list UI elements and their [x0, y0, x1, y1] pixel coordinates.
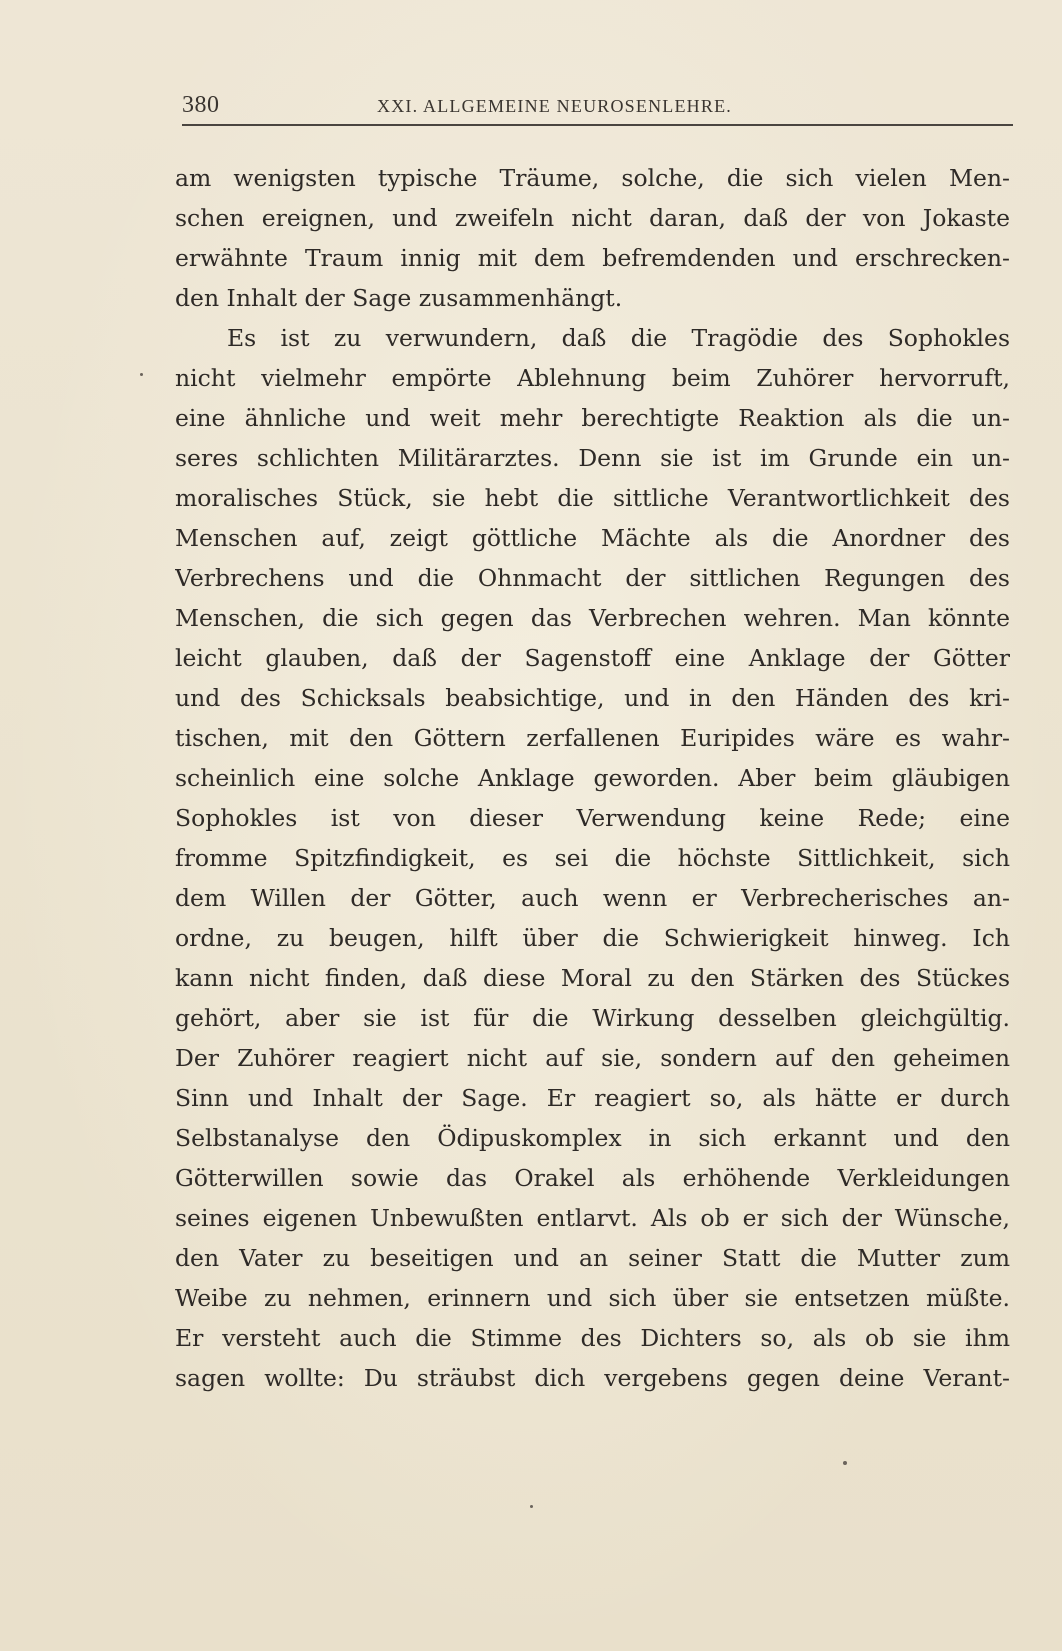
body-text: [175, 158, 1010, 1398]
text-line: Weibe zu nehmen, erinnern und sich über sie entsetzen müßte.: [175, 1284, 1010, 1312]
text-line: erwähnte Traum innig mit dem befremdenden und erschrecken-: [175, 244, 1010, 272]
text-line: Götterwillen sowie das Orakel als erhöhende Verkleidungen: [175, 1164, 1010, 1192]
text-line: Sophokles ist von dieser Verwendung keine Rede; eine: [175, 804, 1010, 832]
text-line: tischen, mit den Göttern zerfallenen Euripides wäre es wahr-: [175, 724, 1010, 752]
text-line: dem Willen der Götter, auch wenn er Verbrecherisches an-: [175, 884, 1010, 912]
page-number: 380: [182, 92, 220, 118]
text-line: eine ähnliche und weit mehr berechtigte Reaktion als die un-: [175, 404, 1010, 432]
text-line: Es ist zu verwundern, daß die Tragödie des Sophokles: [227, 324, 1010, 352]
text-line: seines eigenen Unbewußten entlarvt. Als ob er sich der Wünsche,: [175, 1204, 1010, 1232]
paper-speck: [530, 1505, 533, 1508]
text-line: Der Zuhörer reagiert nicht auf sie, sondern auf den geheimen: [175, 1044, 1010, 1072]
text-line: seres schlichten Militärarztes. Denn sie ist im Grunde ein un-: [175, 444, 1010, 472]
text-line: Sinn und Inhalt der Sage. Er reagiert so, als hätte er durch: [175, 1084, 1010, 1112]
text-line: schen ereignen, und zweifeln nicht daran, daß der von Jokaste: [175, 204, 1010, 232]
header-rule: [182, 124, 1013, 126]
paper-speck: [140, 373, 143, 376]
page-header: [182, 92, 1013, 128]
running-head: XXI. ALLGEMEINE NEUROSENLEHRE.: [377, 96, 732, 116]
text-line: und des Schicksals beabsichtige, und in den Händen des kri-: [175, 684, 1010, 712]
text-line: Selbstanalyse den Ödipuskomplex in sich erkannt und den: [175, 1124, 1010, 1152]
text-line: moralisches Stück, sie hebt die sittliche Verantwortlichkeit des: [175, 484, 1010, 512]
text-line: am wenigsten typische Träume, solche, die sich vielen Men-: [175, 164, 1010, 192]
text-line: Menschen, die sich gegen das Verbrechen wehren. Man könnte: [175, 604, 1010, 632]
text-line: ordne, zu beugen, hilft über die Schwierigkeit hinweg. Ich: [175, 924, 1010, 952]
text-line: leicht glauben, daß der Sagenstoff eine Anklage der Götter: [175, 644, 1010, 672]
text-line: scheinlich eine solche Anklage geworden. Aber beim gläubigen: [175, 764, 1010, 792]
text-line: den Vater zu beseitigen und an seiner Statt die Mutter zum: [175, 1244, 1010, 1272]
text-line: kann nicht finden, daß diese Moral zu den Stärken des Stückes: [175, 964, 1010, 992]
text-line: nicht vielmehr empörte Ablehnung beim Zuhörer hervorruft,: [175, 364, 1010, 392]
text-line: den Inhalt der Sage zusammenhängt.: [175, 284, 623, 312]
paper-speck: [843, 1461, 847, 1465]
text-line: Verbrechens und die Ohnmacht der sittlichen Regungen des: [175, 564, 1010, 592]
text-line: gehört, aber sie ist für die Wirkung desselben gleichgültig.: [175, 1004, 1010, 1032]
text-line: sagen wollte: Du sträubst dich vergebens gegen deine Verant-: [175, 1364, 1010, 1392]
text-line: Menschen auf, zeigt göttliche Mächte als die Anordner des: [175, 524, 1010, 552]
text-line: fromme Spitzfindigkeit, es sei die höchste Sittlichkeit, sich: [175, 844, 1010, 872]
text-line: Er versteht auch die Stimme des Dichters so, als ob sie ihm: [175, 1324, 1010, 1352]
